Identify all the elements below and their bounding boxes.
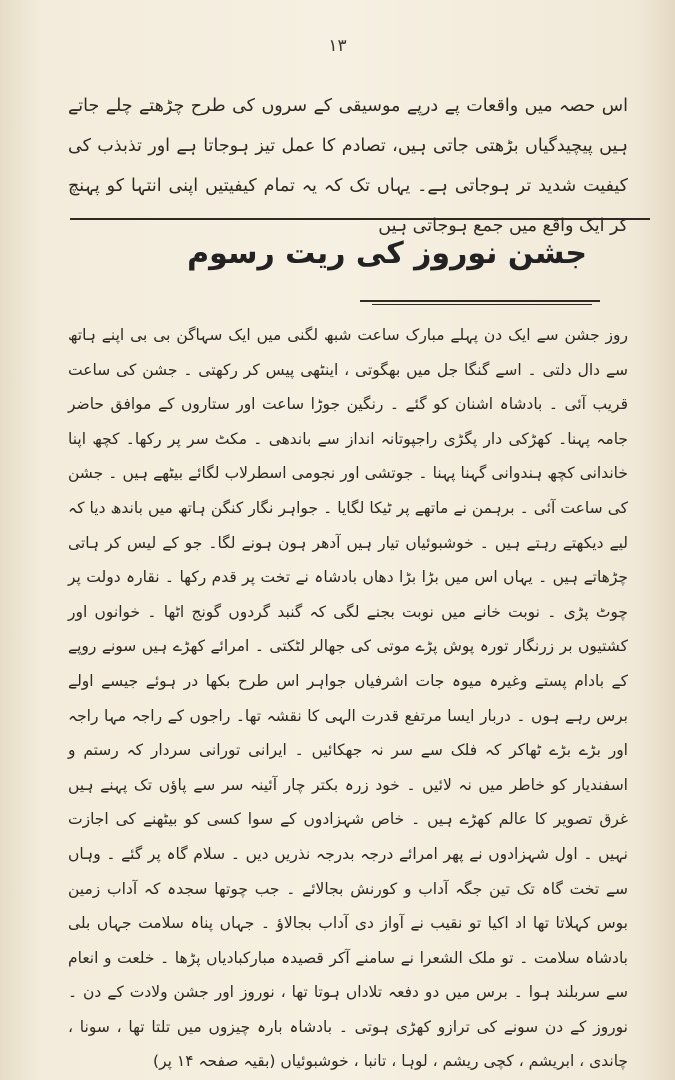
heading-underline xyxy=(360,300,600,302)
body-paragraph xyxy=(68,318,628,1071)
section-divider xyxy=(70,218,650,220)
section-heading: جشن نوروز کی ریت رسوم xyxy=(187,236,587,271)
heading-underline-inner xyxy=(372,304,592,305)
intro-text: اس حصہ میں واقعات پے درپے موسیقی کے سروں کی طرح چڑھتے چلے جاتے ہیں پیچیدگیاں بڑھتی جاتی ہیں، تصادم کا عمل تیز ہوجاتا ہے اور تذبذب کی کیفیت شدید تر ہوجاتی ہے۔ یہاں تک کہ یہ تمام کیفیتیں اپنی انتہا کو پہنچ کر ایک واقع میں جمع ہوجاتی ہیں xyxy=(68,96,628,236)
body-text: روز جشن سے ایک دن پہلے مبارک ساعت شبھ لگنی میں ایک سہاگن بی بی اپنے ہاتھ سے دال دلتی ۔ اسے گنگا جل میں بھگوتی ، اینٹھی پیس کر رکھتی ۔ جشن کی ساعت قریب آئی ۔ بادشاہ اشنان کو گئے ۔ رنگین جوڑا ساعت اور ستاروں کے موافق حاضر جامہ پہنا۔ کھڑکی دار پگڑی راجپوتانہ انداز سے باندھی ۔ مکٹ سر پر رکھا۔ کچھ اپنا خاندانی کچھ ہندوانی گہنا پہنا ۔ جوتشی اور نجومی اسطرلاب لگائے بیٹھے ہیں ۔ جشن کی ساعت آئی ۔ برہمن نے ماتھے پر ٹیکا لگایا ۔ جواہر نگار کنگن ہاتھ میں باندھ دیا کہ لیے دیکھتے رہتے ہیں ۔ خوشبوئیاں تیار ہیں آدھر ہون ہونے لگا۔ جو کے لیس کر ہاتی چڑھاتے ہیں ۔ یہاں اس میں بڑا بڑا دھاں بادشاہ نے تخت پر قدم رکھا ۔ نقارہ دولت پر چوٹ پڑی ۔ نوبت خانے میں نوبت بجنے لگی کہ گنبد گردوں گونج اٹھا ۔ خوانوں اور کشتیوں بر زرنگار تورہ پوش پڑے موتی کی جھالر لٹکتی ۔ امرائے کھڑے ہیں سونے روپے کے بادام پستے وغیرہ میوہ جات اشرفیاں جواہر اس طرح بکھا در ہوئے جیسے اولے برس رہے ہوں ۔ دربار ایسا مرتفع قدرت الہی کا نقشہ تھا۔ راجوں کے راجہ مہا راجہ اور بڑے بڑے ٹھاکر کہ فلک سے سر نہ جھکائیں ۔ ایرانی تورانی سردار کہ رستم و اسفندیار کو خاطر میں نہ لائیں ۔ خود زرہ بکتر چار آئینہ سر سے پاؤں تک پہنے ہیں غرق تصویر کا عالم کھڑے ہیں ۔ خاص شہزادوں کے سوا کسی کو بیٹھنے کی اجازت نہیں ۔ اول شہزادوں نے پھر امرائے درجہ بدرجہ نذریں دیں ۔ سلام گاہ پر گئے ۔ وہاں سے تخت گاہ تک تین جگہ آداب و کورنش بجالائے ۔ جب چوتھا سجدہ کہ آداب زمین بوس کہلاتا تھا اد اکیا تو نقیب نے آواز دی آداب بجالاؤ ۔ جہاں پناہ سلامت جہاں بلی بادشاہ سلامت ۔ تو ملک الشعرا نے سامنے آکر قصیدہ مبارکبادیاں پڑھا ۔ خلعت و انعام سے سربلند ہوا ۔ برس میں دو دفعہ تلاداں ہوتا تھا ، نوروز اور جشن ولادت کے دن ۔ نوروز کے دن سونے کی ترازو کھڑی ہوتی ۔ بادشاہ بارہ چیزوں میں تلتا تھا ، سونا ، چاندی ، ابریشم ، کچی ریشم ، لوہا ، تانبا ، خوشبوئیاں (بقیہ صفحہ ۱۴ پر) xyxy=(68,326,628,1071)
page-number: ۱۳ xyxy=(328,36,347,56)
intro-paragraph xyxy=(68,86,628,236)
